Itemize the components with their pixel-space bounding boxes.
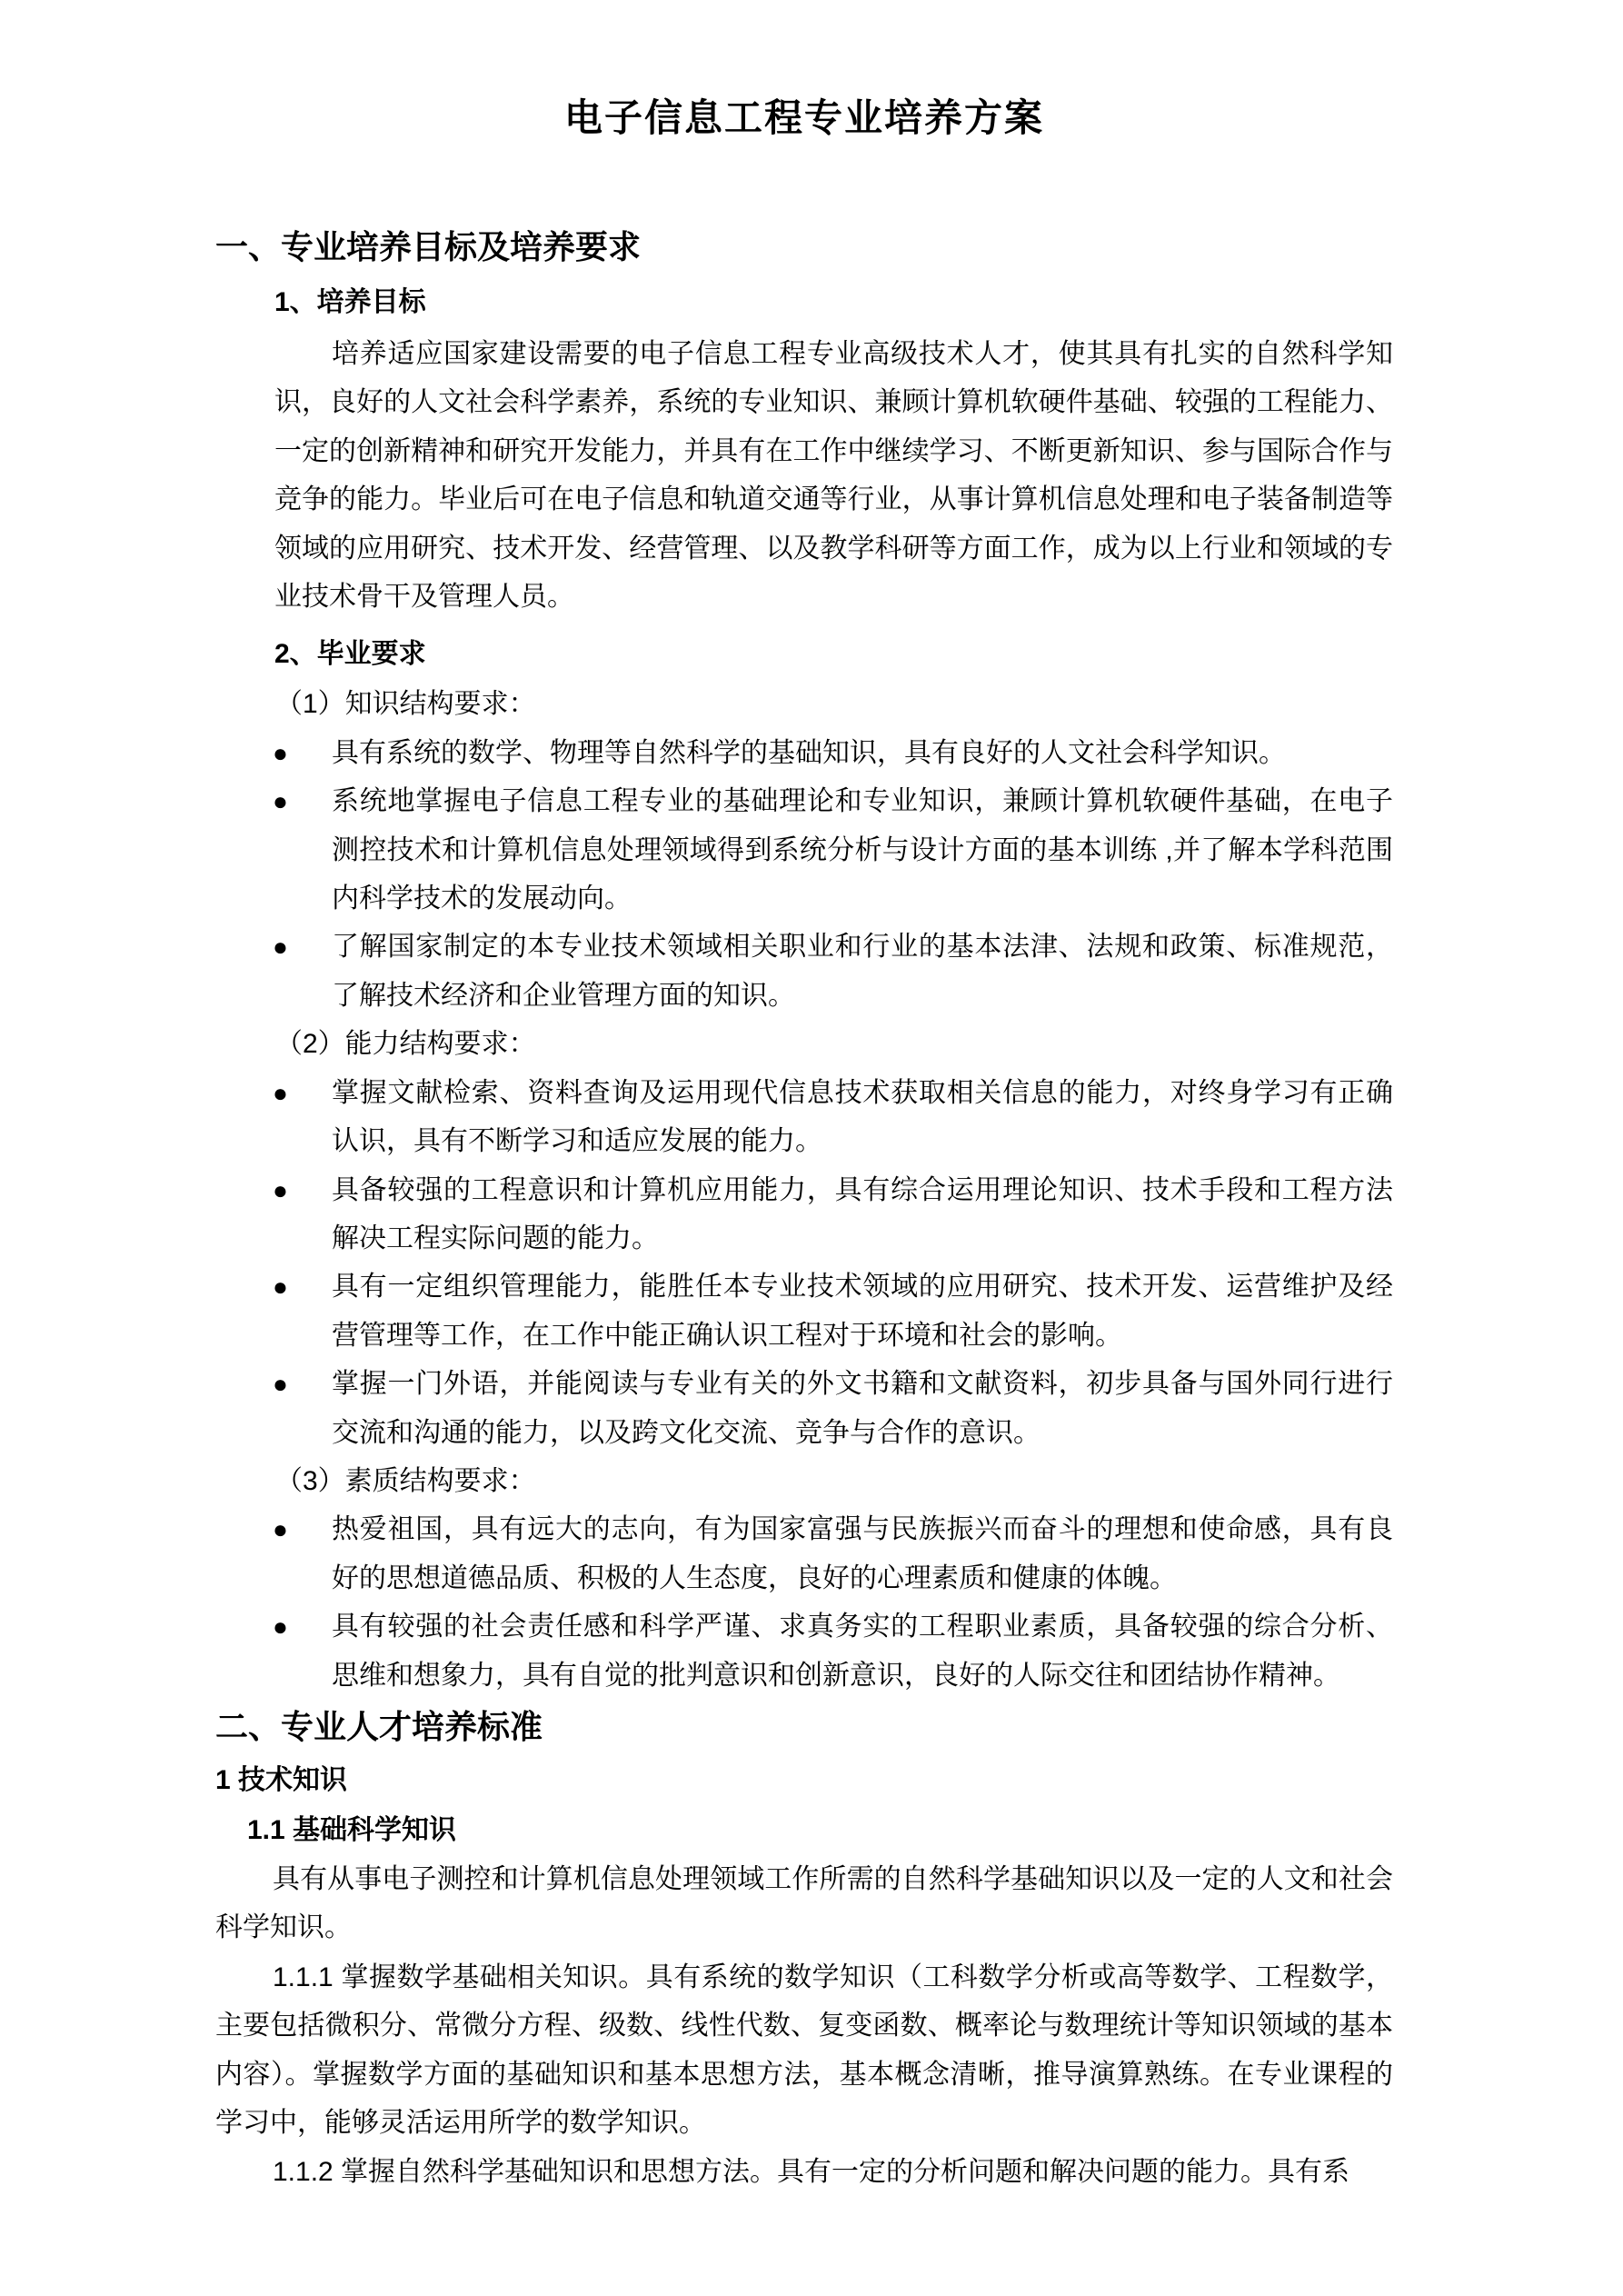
bullet-icon: ● xyxy=(273,1273,288,1302)
requirement-group-2-label: （2）能力结构要求： xyxy=(275,1029,536,1060)
training-goal-paragraph: 培养适应国家建设需要的电子信息工程专业高级技术人才，使其具有扎实的自然科学知识，良好的人文社会科学素养，系统的专业知识、兼顾计算机软硬件基础、较强的工程能力、一定的创新精神和研究开发能力，并具有在工作中继续学习、不断更新知识、参与国际合作与竞争的能力。毕业后可在电子信息和轨道交通等行业，从事计算机信息处理和电子装备制造等领域的应用研究、技术开发、经营管理、以及教学科研等方面工作，成为以上行业和领域的专业技术骨干及管理人员。 xyxy=(274,339,1393,613)
section-1-sub2-heading: 2、毕业要求 xyxy=(274,639,426,670)
list-item xyxy=(215,777,1393,923)
bullet-icon: ● xyxy=(273,933,288,962)
list-item xyxy=(215,1602,1393,1700)
section-2-sub1-1-heading: 1.1 基础科学知识 xyxy=(247,1814,457,1845)
section-2-heading: 二、专业人才培养标准 xyxy=(215,1707,543,1745)
list-item-text: 掌握一门外语，并能阅读与专业有关的外文书籍和文献资料，初步具备与国外同行进行交流和沟通的能力，以及跨文化交流、竞争与合作的意识。 xyxy=(332,1369,1393,1448)
list-item xyxy=(215,1360,1393,1457)
section-2-sub1-heading: 1 技术知识 xyxy=(215,1764,348,1795)
list-item xyxy=(215,923,1393,1020)
bullet-icon: ● xyxy=(273,787,288,816)
section-1-heading: 一、专业培养目标及培养要求 xyxy=(215,228,642,265)
list-item xyxy=(215,1166,1393,1263)
bullet-icon: ● xyxy=(273,1175,288,1204)
math-knowledge-paragraph: 1.1.1 掌握数学基础相关知识。具有系统的数学知识（工科数学分析或高等数学、工程数学，主要包括微积分、常微分方程、级数、线性代数、复变函数、概率论与数理统计等知识领域的基本内容）。掌握数学方面的基础知识和基本思想方法，基本概念清晰，推导演算熟练。在专业课程的学习中，能够灵活运用所学的数学知识。 xyxy=(215,1962,1393,2138)
list-item xyxy=(215,1263,1393,1360)
graduation-requirements xyxy=(215,680,1393,1700)
list-item-text: 系统地掌握电子信息工程专业的基础理论和专业知识，兼顾计算机软硬件基础，在电子测控技术和计算机信息处理领域得到系统分析与设计方面的基本训练 ,并了解本学科范围内科学技术的发展动向。 xyxy=(332,786,1393,914)
bullet-icon: ● xyxy=(273,1515,288,1544)
requirement-group-1-label: （1）知识结构要求： xyxy=(275,689,536,720)
list-item-text: 热爱祖国，具有远大的志向，有为国家富强与民族振兴而奋斗的理想和使命感，具有良好的思想道德品质、积极的人生态度，良好的心理素质和健康的体魄。 xyxy=(332,1514,1393,1593)
section-1-sub1-heading: 1、培养目标 xyxy=(274,287,426,317)
list-item-text: 了解国家制定的本专业技术领域相关职业和行业的基本法津、法规和政策、标准规范，了解技术经济和企业管理方面的知识。 xyxy=(332,932,1393,1011)
basic-science-paragraph: 具有从事电子测控和计算机信息处理领域工作所需的自然科学基础知识以及一定的人文和社会科学知识。 xyxy=(215,1863,1393,1943)
requirement-group-3-label: （3）素质结构要求： xyxy=(275,1465,536,1496)
list-item xyxy=(215,729,1393,777)
list-item-text: 具有一定组织管理能力，能胜任本专业技术领域的应用研究、技术开发、运营维护及经营管理等工作，在工作中能正确认识工程对于环境和社会的影响。 xyxy=(332,1272,1393,1351)
list-item-text: 具有较强的社会责任感和科学严谨、求真务实的工程职业素质，具备较强的综合分析、思维和想象力，具有自觉的批判意识和创新意识，良好的人际交往和团结协作精神。 xyxy=(332,1612,1393,1691)
bullet-icon: ● xyxy=(273,738,288,767)
list-item-text: 具备较强的工程意识和计算机应用能力，具有综合运用理论知识、技术手段和工程方法解决工程实际问题的能力。 xyxy=(332,1174,1393,1253)
list-item-text: 具有系统的数学、物理等自然科学的基础知识，具有良好的人文社会科学知识。 xyxy=(332,737,1286,768)
natural-science-paragraph: 1.1.2 掌握自然科学基础知识和思想方法。具有一定的分析问题和解决问题的能力。具有系 xyxy=(273,2157,1350,2188)
list-item-text: 掌握文献检索、资料查询及运用现代信息技术获取相关信息的能力，对终身学习有正确认识，具有不断学习和适应发展的能力。 xyxy=(332,1077,1393,1157)
list-item xyxy=(215,1069,1393,1166)
bullet-icon: ● xyxy=(273,1612,288,1642)
list-item xyxy=(215,1505,1393,1602)
bullet-icon: ● xyxy=(273,1370,288,1399)
document-title: 电子信息工程专业培养方案 xyxy=(563,96,1044,139)
bullet-icon: ● xyxy=(273,1078,288,1107)
